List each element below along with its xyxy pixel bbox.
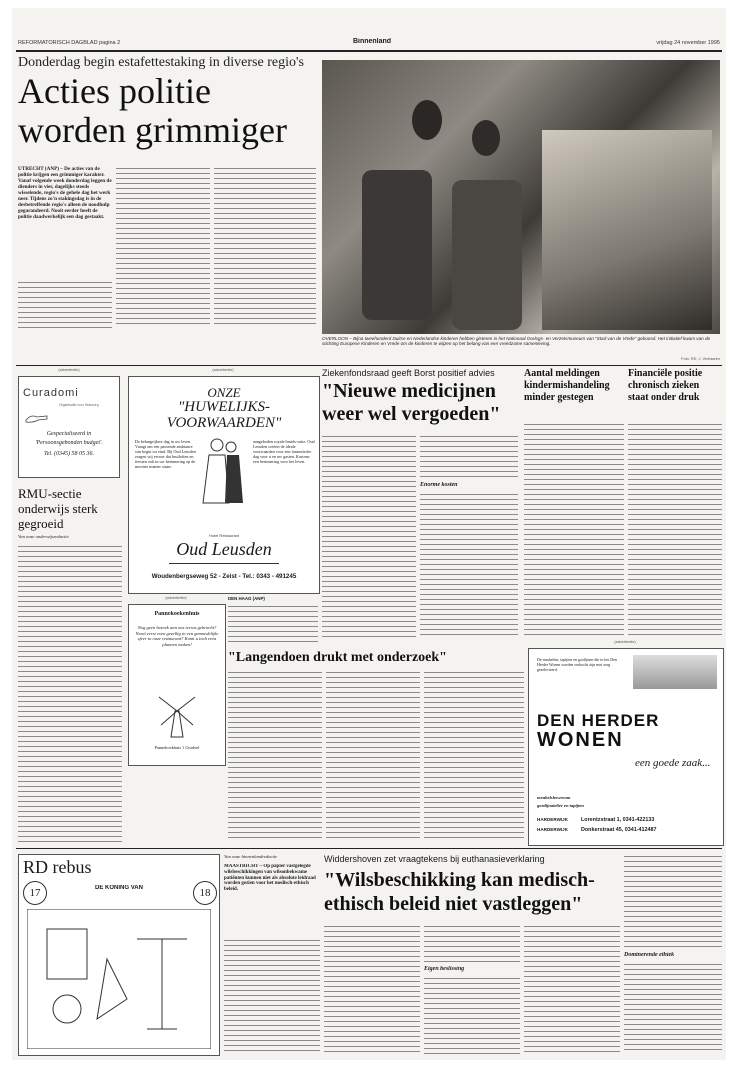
huwelijk-ad bbox=[128, 376, 320, 594]
lead-body-col2 bbox=[116, 166, 210, 328]
lead-intro: UTRECHT (ANP) – De acties van de politie krijgen een grimmiger karakter. Vanaf volgende week donderdag leggen de dienders in vier, dagelijks steeds wisselende, regio's de gehele dag het werk neer. Tijdens zo'n stakingsdag is in de desbetreffende regio's alleen de noodhulp gegarandeerd. Nooit eerder heeft de politie daadwerkelijk een dag gestaakt. bbox=[18, 166, 112, 220]
ad-label: (advertentie) bbox=[58, 368, 80, 372]
ziekenfonds-body-col2b bbox=[420, 492, 518, 638]
curadomi-phone: Tel. (0345) 58 05 36. bbox=[43, 451, 95, 457]
euthanasie-body-col2a bbox=[424, 924, 520, 964]
denherder-cat2: gordijnatelier en tapijten bbox=[537, 803, 584, 808]
curadomi-sub: Organisatie voor thuiszorg bbox=[59, 403, 99, 407]
rebus-number-left: 17 bbox=[23, 881, 47, 905]
euthanasie-headline: "Wilsbeschikking kan medisch-ethisch beleid niet vastleggen" bbox=[324, 869, 595, 915]
rebus-title: RD rebus bbox=[23, 857, 92, 877]
lead-kicker: Donderdag begin estafettestaking in diverse regio's bbox=[18, 55, 304, 70]
denherder-name1: DEN HERDER bbox=[537, 711, 660, 729]
euthanasie-body-col1 bbox=[324, 924, 420, 1054]
section-name: Binnenland bbox=[352, 38, 392, 45]
huwelijk-hotel: Hotel Restaurant bbox=[208, 533, 239, 538]
issue-date: vrijdag 24 november 1995 bbox=[656, 40, 720, 46]
rebus-number-right: 18 bbox=[193, 881, 217, 905]
huwelijk-address: Woudenbergseweg 52 - Zeist - Tel.: 0343 - 491245 bbox=[151, 573, 297, 580]
denherder-addr1: Lorentzstraat 1, 0341-422133 bbox=[581, 817, 655, 823]
photo-caption: OVERLOON – Bijna tweehonderd Duitse en Nederlandse kinderen hebben gisteren in het Nationaal Oorlogs- en Verzetsmuseum van "Stad van de Vrede" geboosd. Het initiatief kwam van de stichting Europese Kinderen en Vrede om de kinderen te wijzen op het belang van een vreedzame samenleving. bbox=[322, 336, 711, 347]
rebus-puzzle-icon bbox=[27, 909, 211, 1049]
wedding-couple-icon bbox=[199, 435, 249, 505]
euthanasie-kicker: Widdershoven zet vraagtekens bij euthanasieverklaring bbox=[324, 854, 545, 864]
rebus-box bbox=[18, 854, 220, 1056]
euthanasie-subhead1: Eigen beslissing bbox=[424, 966, 465, 972]
lead-body-col1 bbox=[18, 280, 112, 328]
euthanasie-body-col4a bbox=[624, 854, 722, 950]
lead-headline: Acties politie worden grimmiger bbox=[18, 72, 287, 150]
section-divider-top bbox=[16, 365, 722, 366]
denhaag-body bbox=[228, 604, 318, 644]
curadomi-ad bbox=[18, 376, 120, 478]
kinder-headline: Aantal meldingen kindermishandeling minder gestegen bbox=[524, 368, 610, 403]
drugs-headline: "Langendoen drukt met onderzoek" bbox=[228, 650, 447, 665]
drugs-body-col2 bbox=[326, 670, 420, 842]
news-photo bbox=[322, 60, 720, 334]
denherder-intro: De meubelen, tapijten en gordijnen die in het Den Herder Wonen worden verkocht zijn met zorg geselecteerd. bbox=[537, 657, 617, 672]
hand-icon bbox=[25, 411, 49, 423]
ad-label-2: (advertentie) bbox=[212, 368, 234, 372]
curadomi-line1: Gespecialiseerd in bbox=[46, 431, 92, 437]
drugs-body-col3 bbox=[424, 670, 524, 842]
huwelijk-title2: "HUWELIJKS- bbox=[177, 399, 271, 415]
ziekenfonds-body-col2a bbox=[420, 434, 518, 480]
ziekenfonds-headline: "Nieuwe medicijnen weer wel vergoeden" bbox=[322, 380, 501, 425]
pannekoek-footer: Pannekoekhuis 't Oordeel bbox=[154, 745, 200, 750]
maastricht-byline: Van onze binnenlandredactie bbox=[224, 854, 278, 859]
huwelijk-title1: ONZE bbox=[207, 385, 241, 399]
rmu-headline: RMU-sectie onderwijs sterk gegroeid bbox=[18, 486, 98, 531]
curadomi-line2: 'Persoonsgebonden budget'. bbox=[35, 440, 103, 446]
maastricht-body bbox=[224, 938, 320, 1054]
paper-name: REFORMATORISCH DAGBLAD pagina 2 bbox=[18, 40, 121, 46]
denhaag-lead: DEN HAAG (ANP) bbox=[228, 596, 265, 601]
denherder-ad bbox=[528, 648, 724, 846]
denherder-cat1: meubelshowroom bbox=[537, 795, 571, 800]
denherder-city1: HARDERWIJK bbox=[537, 817, 569, 822]
ziekenfonds-subhead: Enorme kosten bbox=[420, 482, 458, 488]
lead-body-col3 bbox=[214, 166, 316, 328]
huwelijk-title3: VOORWAARDEN" bbox=[166, 415, 282, 431]
denherder-addr2: Donkerstraat 45, 0341-412487 bbox=[581, 827, 657, 833]
huwelijk-left-text: De belangrijkste dag in uw leven. Vraagt om een passende ambiance van begin tot eind. Bij Oud Leusden zorgen wij ervoor dat bruiloften en feesten ook in uw herinnering op de mooiste manier staan. bbox=[135, 439, 196, 469]
rmu-body bbox=[18, 544, 122, 844]
rmu-byline: Van onze onderwijsredactie bbox=[18, 534, 69, 539]
section-divider-bottom bbox=[16, 848, 722, 849]
huwelijk-logo: Oud Leusden bbox=[169, 539, 279, 564]
header-rule bbox=[16, 50, 722, 52]
kinder-body bbox=[524, 422, 624, 638]
pannekoek-text: Nog geen bezoek aan ons terras gebracht? Nooit eerst even gezellig in een gemoedelijke sfeer in onze restaurant? Komt u toch eens plannen maken! bbox=[135, 625, 219, 647]
euthanasie-body-col2b bbox=[424, 976, 520, 1054]
ziekenfonds-body-col1 bbox=[322, 434, 416, 638]
ziekenfonds-kicker: Ziekenfondsraad geeft Borst positief advies bbox=[322, 368, 495, 378]
ad-label-4: (advertentie) bbox=[614, 640, 636, 644]
euthanasie-body-col3 bbox=[524, 924, 620, 1054]
euthanasie-body-col4b bbox=[624, 962, 722, 1054]
huwelijk-right-text: aangeboden royale bruids-suite. Oud Leusden creëert de ideale voorwaarden voor een fantastische dag voor u en uw gasten. Kortom: een herinnering voor het leven. bbox=[253, 439, 315, 464]
ad-label-3: (advertentie) bbox=[165, 596, 187, 600]
financieel-body bbox=[628, 422, 722, 638]
photo-credit: Foto: RD, J. Verhaaren bbox=[681, 357, 720, 361]
pannekoek-title: Pannekoekenhuis bbox=[154, 611, 200, 617]
denherder-slogan: een goede zaak... bbox=[635, 757, 711, 769]
financieel-headline: Financiële positie chronisch zieken staat onder druk bbox=[628, 368, 703, 403]
store-photo bbox=[633, 655, 717, 689]
windmill-icon bbox=[149, 693, 205, 739]
pannekoek-ad bbox=[128, 604, 226, 766]
drugs-body-col1 bbox=[228, 670, 322, 842]
euthanasie-subhead2: Dominerende ethiek bbox=[624, 952, 675, 958]
denherder-city2: HARDERWIJK bbox=[537, 827, 569, 832]
newspaper-page bbox=[12, 8, 726, 1060]
denherder-name2: WONEN bbox=[537, 729, 624, 751]
rebus-header: DE KONING VAN bbox=[95, 885, 143, 891]
maastricht-intro: MAASTRICHT – Op papier vastgelegde wilsbeschikkingen van wilsonbekwame patiënten kunnen niet als absolute leidraad worden gezien voor het medisch-ethisch beleid. bbox=[224, 864, 316, 893]
curadomi-name: Curadomi bbox=[23, 387, 79, 399]
